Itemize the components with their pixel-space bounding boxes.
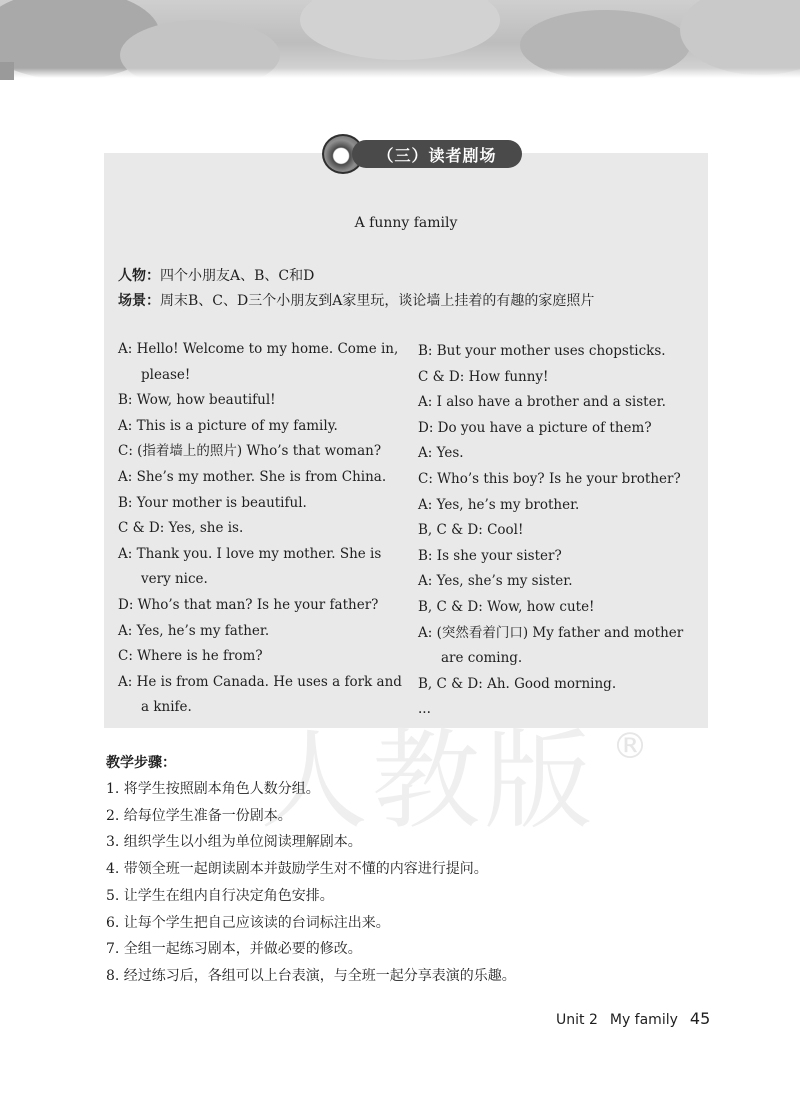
section-badge [322, 137, 522, 171]
publisher-watermark: 人教版 [260, 719, 597, 844]
characters-line [118, 265, 314, 285]
dialogue-line: A: Yes, he’s my brother. [418, 496, 580, 513]
list-item: 3. 组织学生以小组为单位阅读理解剧本。 [106, 834, 362, 851]
dialogue-line: A: He is from Canada. He uses a fork and a knife. [118, 673, 402, 716]
dialogue-column-left [118, 337, 408, 721]
dialogue-line: A: She’s my mother. She is from China. [118, 468, 387, 485]
dialogue-line: A: (突然看着门口) My father and mother are coming. [418, 624, 684, 667]
list-item: 1. 将学生按照剧本角色人数分组。 [106, 781, 320, 797]
dialogue-line: B, C & D: Cool! [418, 522, 524, 539]
play-title: A funny family [354, 215, 458, 231]
page-footer [556, 1009, 710, 1028]
page-edge-mark [0, 62, 14, 80]
scene-text: 周末B、C、D三个小朋友到A家里玩，谈论墙上挂着的有趣的家庭照片 [160, 293, 595, 309]
characters-text: 四个小朋友A、B、C和D [160, 268, 315, 284]
dialogue-line: A: Yes. [418, 445, 464, 462]
dialogue-line: A: Yes, she’s my sister. [418, 573, 573, 590]
scene-label: 场景： [118, 293, 160, 309]
unit-title: My family [609, 1012, 678, 1028]
teaching-steps-heading: 教学步骤： [106, 755, 176, 771]
section-title: （三）读者剧场 [352, 140, 522, 168]
list-item: 7. 全组一起练习剧本，并做必要的修改。 [106, 941, 362, 958]
registered-mark: ® [612, 726, 648, 767]
list-item: 8. 经过练习后，各组可以上台表演，与全班一起分享表演的乐趣。 [106, 967, 516, 984]
list-item: 6. 让每个学生把自己应该读的台词标注出来。 [106, 914, 390, 931]
dialogue-line: B, C & D: Wow, how cute! [418, 598, 595, 615]
dialogue-line: B, C & D: Ah. Good morning. [418, 675, 617, 692]
dialogue-line: A: This is a picture of my family. [118, 417, 338, 434]
dialogue-line: B: Wow, how beautiful! [118, 392, 276, 409]
dialogue-line: B: Your mother is beautiful. [118, 494, 307, 511]
dialogue-line: A: I also have a brother and a sister. [418, 394, 666, 411]
teaching-steps-list [106, 776, 706, 990]
dialogue-line: C: (指着墙上的照片) Who’s that woman? [118, 443, 382, 460]
dialogue-line: A: Hello! Welcome to my home. Come in, please! [118, 341, 399, 383]
dialogue-line: A: Yes, he’s my father. [118, 622, 270, 639]
page-number: 45 [689, 1009, 711, 1028]
dialogue-line: B: Is she your sister? [418, 547, 562, 564]
dialogue-line: D: Do you have a picture of them? [418, 419, 652, 436]
readers-theater-panel [104, 153, 708, 728]
dialogue-line: B: But your mother uses chopsticks. [418, 343, 666, 359]
dialogue-column-right [418, 339, 708, 723]
dialogue-line: D: Who’s that man? Is he your father? [118, 596, 379, 613]
dialogue-line: C & D: How funny! [418, 368, 549, 385]
dialogue-line: A: Thank you. I love my mother. She is very nice. [118, 545, 382, 588]
unit-label: Unit 2 [556, 1012, 598, 1028]
list-item: 5. 让学生在组内自行决定角色安排。 [106, 887, 334, 904]
dialogue-line: C & D: Yes, she is. [118, 520, 244, 537]
list-item: 4. 带领全班一起朗读剧本并鼓励学生对不懂的内容进行提问。 [106, 861, 488, 878]
scene-line [118, 290, 594, 310]
dialogue-ellipsis: ... [418, 701, 431, 718]
header-banner [0, 0, 800, 78]
dialogue-line: C: Where is he from? [118, 648, 263, 665]
characters-label: 人物： [118, 268, 160, 284]
dialogue-line: C: Who’s this boy? Is he your brother? [418, 470, 681, 487]
list-item: 2. 给每位学生准备一份剧本。 [106, 807, 292, 824]
